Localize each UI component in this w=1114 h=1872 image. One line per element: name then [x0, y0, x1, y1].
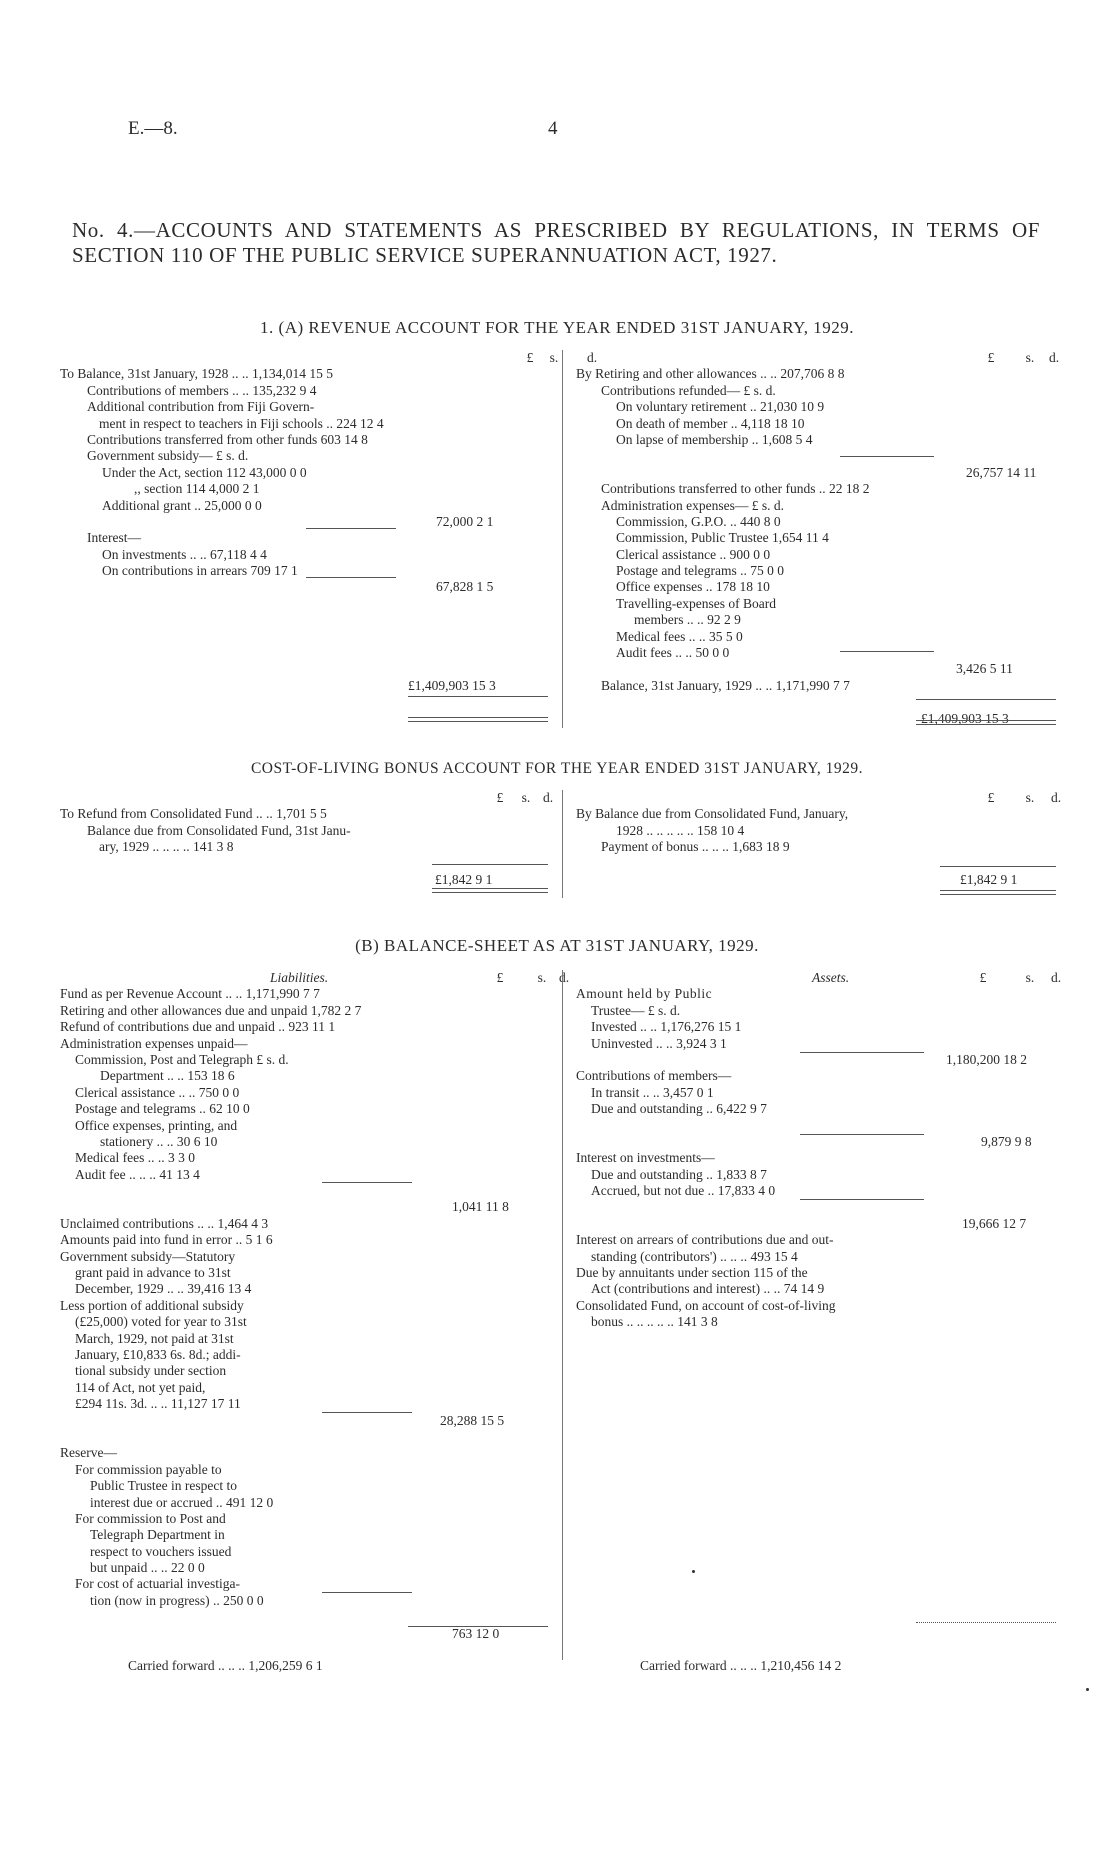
ledger-line: For commission payable to [75, 1461, 222, 1477]
ledger-line: grant paid in advance to 31st [75, 1265, 231, 1281]
ledger-line: Audit fees .. .. 50 0 0 [616, 645, 730, 661]
ledger-line: Commission, Public Trustee 1,654 11 4 [616, 530, 829, 546]
ledger-line: ,, section 114 4,000 2 1 [134, 481, 260, 497]
ledger-line: Balance due from Consolidated Fund, 31st Janu- [87, 822, 351, 838]
column-headers: £ s. d. [987, 790, 1062, 805]
column-headers: £ s. d. [496, 790, 554, 805]
ledger-line: Audit fee .. .. .. 41 13 4 [75, 1166, 200, 1182]
ledger-line: 28,288 15 5 [440, 1412, 505, 1428]
ledger-line: Interest— [87, 530, 141, 546]
ledger-line: Act (contributions and interest) .. .. 74 14 9 [591, 1281, 825, 1297]
print-speck [1086, 1688, 1089, 1691]
subtotal-rule [322, 1592, 412, 1593]
ledger-carried-forward: Carried forward .. .. .. 1,210,456 14 2 [640, 1658, 842, 1674]
assets-heading-row: Assets. £ s. d. [812, 970, 1062, 985]
ledger-line: Due and outstanding .. 6,422 9 7 [591, 1101, 767, 1117]
revenue-account-title: 1. (A) REVENUE ACCOUNT FOR THE YEAR ENDED 31ST JANUARY, 1929. [260, 318, 854, 337]
ledger-line: January, £10,833 6s. 8d.; addi- [75, 1346, 241, 1362]
print-speck [692, 1570, 695, 1573]
ledger-line: Travelling-expenses of Board [616, 595, 776, 611]
ledger-line: Government subsidy— £ s. d. [87, 448, 249, 464]
ledger-line: interest due or accrued .. 491 12 0 [90, 1494, 274, 1510]
ledger-line: ary, 1929 .. .. .. .. 141 3 8 [99, 839, 234, 855]
ledger-line: tion (now in progress) .. 250 0 0 [90, 1592, 264, 1608]
ledger-line: For commission to Post and [75, 1510, 226, 1526]
bonus-account-title: COST-OF-LIVING BONUS ACCOUNT FOR THE YEAR ENDED 31ST JANUARY, 1929. [250, 760, 864, 777]
total-double-rule [432, 888, 548, 893]
ledger-line: To Refund from Consolidated Fund .. .. 1,701 5 5 [60, 806, 327, 822]
ledger-line: Interest on investments— [576, 1150, 715, 1166]
bonus-credit-side [576, 790, 1076, 888]
ledger-line: 72,000 2 1 [436, 513, 494, 529]
ledger-line: 67,828 1 5 [436, 579, 494, 595]
ledger-line: For cost of actuarial investiga- [75, 1576, 240, 1592]
ledger-line: 114 of Act, not yet paid, [75, 1379, 206, 1395]
pounds-header: £ [526, 350, 534, 365]
ledger-line: Additional grant .. 25,000 0 0 [102, 497, 262, 513]
ledger-line: Refund of contributions due and unpaid .. 923 11 1 [60, 1019, 336, 1035]
ledger-line: Reserve— [60, 1445, 117, 1461]
ledger-line: Fund as per Revenue Account .. .. 1,171,990 7 7 [60, 986, 320, 1002]
ledger-line: Amount held by Public [576, 986, 713, 1002]
shillings-header: s. [549, 350, 559, 365]
total-rule [432, 864, 548, 865]
total-double-rule [916, 720, 1056, 725]
ledger-line: tional subsidy under section [75, 1363, 227, 1379]
total-rule [940, 866, 1056, 867]
ledger-line: (£25,000) voted for year to 31st [75, 1314, 247, 1330]
pence-header: d. [586, 350, 598, 365]
column-headers: £ s. d. [987, 350, 1060, 365]
ledger-line: Due and outstanding .. 1,833 8 7 [591, 1166, 767, 1182]
ledger-line: but unpaid .. .. 22 0 0 [90, 1560, 205, 1576]
ledger-line: Postage and telegrams .. 62 10 0 [75, 1101, 250, 1117]
ledger-line: Unclaimed contributions .. .. 1,464 4 3 [60, 1215, 269, 1231]
ledger-line: In transit .. .. 3,457 0 1 [591, 1084, 714, 1100]
subtotal-rule [322, 1182, 412, 1183]
ledger-line: Interest on arrears of contributions due and out- [576, 1232, 834, 1248]
ledger-line: Amounts paid into fund in error .. 5 1 6 [60, 1232, 273, 1248]
ledger-line: Contributions refunded— £ s. d. [601, 382, 776, 398]
ledger-line: By Retiring and other allowances .. .. 207,706 8 8 [576, 366, 845, 382]
revenue-expenditure-side [576, 350, 1076, 727]
ledger-line: December, 1929 .. .. 39,416 13 4 [75, 1281, 252, 1297]
liabilities-heading: Liabilities. [270, 970, 329, 985]
ledger-line: On voluntary retirement .. 21,030 10 9 [616, 399, 825, 415]
ledger-total: £1,409,903 15 3 [408, 677, 496, 693]
revenue-income-side [60, 350, 598, 694]
ledger-line: Office expenses, printing, and [75, 1117, 238, 1133]
ledger-line: Balance, 31st January, 1929 .. .. 1,171,990 7 7 [601, 677, 850, 693]
ledger-total: £1,842 9 1 [960, 871, 1018, 887]
ledger-line: 763 12 0 [452, 1625, 500, 1641]
column-divider [562, 790, 563, 898]
ledger-line: ment in respect to teachers in Fiji schools .. 224 12 4 [99, 415, 384, 431]
ledger-line: Medical fees .. .. 35 5 0 [616, 628, 743, 644]
ledger-line: Due by annuitants under section 115 of the [576, 1265, 808, 1281]
page-title: No. 4.—ACCOUNTS AND STATEMENTS AS PRESCRIBED BY REGULATIONS, IN TERMS OF SECTION 110 OF THE PUBLIC SERVICE SUPERANNUATION ACT, 1927. [72, 218, 1040, 267]
liabilities-side [60, 970, 570, 1675]
assets-side [576, 970, 1076, 1675]
total-rule [408, 696, 548, 697]
subtotal-rule [306, 577, 396, 578]
subtotal-rule [306, 528, 396, 529]
ledger-line: On investments .. .. 67,118 4 4 [102, 546, 267, 562]
subtotal-rule [800, 1199, 924, 1200]
subtotal-rule [840, 456, 934, 457]
subtotal-rule [800, 1134, 924, 1135]
column-headers [60, 350, 598, 366]
ledger-line: stationery .. .. 30 6 10 [100, 1133, 218, 1149]
ledger-line: 1,180,200 18 2 [946, 1051, 1027, 1067]
ledger-total: £1,409,903 15 3 [921, 710, 1009, 726]
ledger-line: 1928 .. .. .. .. .. 158 10 4 [616, 822, 745, 838]
ledger-line: Commission, Post and Telegraph £ s. d. [75, 1051, 289, 1067]
ledger-line: Payment of bonus .. .. .. 1,683 18 9 [601, 839, 790, 855]
ledger-line: standing (contributors') .. .. .. 493 15 4 [591, 1248, 798, 1264]
page-number: 4 [548, 118, 558, 139]
ledger-line: Contributions of members— [576, 1068, 732, 1084]
ledger-line: Contributions transferred to other funds .. 22 18 2 [601, 481, 870, 497]
ledger-line: Administration expenses— £ s. d. [601, 497, 784, 513]
liabilities-heading-row: Liabilities. £ s. d. [270, 970, 570, 985]
ledger-line: respect to vouchers issued [90, 1543, 232, 1559]
ledger-line: Contributions transferred from other funds 603 14 8 [87, 431, 368, 447]
ledger-line: Less portion of additional subsidy [60, 1297, 244, 1313]
ledger-line: On contributions in arrears 709 17 1 [102, 563, 298, 579]
ledger-line: Under the Act, section 112 43,000 0 0 [102, 464, 307, 480]
subtotal-rule [840, 651, 934, 652]
ledger-line: March, 1929, not paid at 31st [75, 1330, 234, 1346]
ledger-line: bonus .. .. .. .. .. 141 3 8 [591, 1314, 718, 1330]
total-rule [916, 1622, 1056, 1623]
ledger-line: Public Trustee in respect to [90, 1478, 237, 1494]
ledger-carried-forward: Carried forward .. .. .. 1,206,259 6 1 [128, 1658, 323, 1674]
ledger-line: 9,879 9 8 [981, 1133, 1032, 1149]
column-divider [562, 970, 563, 1660]
report-reference: E.—8. [128, 118, 178, 139]
total-rule [916, 699, 1056, 700]
ledger-line: 3,426 5 11 [956, 661, 1013, 677]
bonus-debit-side [60, 790, 560, 888]
ledger-line: Contributions of members .. .. 135,232 9 4 [87, 382, 317, 398]
ledger-line: Government subsidy—Statutory [60, 1248, 236, 1264]
balance-sheet-title: (B) BALANCE-SHEET AS AT 31ST JANUARY, 1929. [355, 936, 759, 955]
column-divider [562, 350, 563, 728]
ledger-line: Invested .. .. 1,176,276 15 1 [591, 1019, 742, 1035]
assets-heading: Assets. [812, 970, 850, 985]
subtotal-rule [800, 1052, 924, 1053]
ledger-line: Clerical assistance .. .. 750 0 0 [75, 1084, 240, 1100]
ledger-line: Trustee— £ s. d. [591, 1002, 681, 1018]
ledger-total: £1,842 9 1 [435, 871, 493, 887]
total-rule [408, 1626, 548, 1627]
total-double-rule [940, 890, 1056, 895]
ledger-line: £294 11s. 3d. .. .. 11,127 17 11 [75, 1396, 241, 1412]
ledger-line: 26,757 14 11 [966, 464, 1037, 480]
subtotal-rule [322, 1412, 412, 1413]
ledger-line: Consolidated Fund, on account of cost-of-living [576, 1297, 836, 1313]
ledger-line: By Balance due from Consolidated Fund, January, [576, 806, 849, 822]
ledger-line: Uninvested .. .. 3,924 3 1 [591, 1035, 727, 1051]
ledger-line: Clerical assistance .. 900 0 0 [616, 546, 771, 562]
ledger-line: On death of member .. 4,118 18 10 [616, 415, 805, 431]
ledger-line: On lapse of membership .. 1,608 5 4 [616, 431, 813, 447]
ledger-line: Department .. .. 153 18 6 [100, 1068, 235, 1084]
ledger-line: Additional contribution from Fiji Govern- [87, 399, 315, 415]
ledger-line: Administration expenses unpaid— [60, 1035, 248, 1051]
ledger-line: Postage and telegrams .. 75 0 0 [616, 563, 784, 579]
ledger-line: Medical fees .. .. 3 3 0 [75, 1150, 195, 1166]
ledger-line: Office expenses .. 178 18 10 [616, 579, 770, 595]
ledger-line: Accrued, but not due .. 17,833 4 0 [591, 1183, 776, 1199]
ledger-line: 1,041 11 8 [452, 1199, 509, 1215]
ledger-line: Telegraph Department in [90, 1527, 225, 1543]
ledger-line: Retiring and other allowances due and unpaid 1,782 2 7 [60, 1002, 362, 1018]
ledger-line: To Balance, 31st January, 1928 .. .. 1,134,014 15 5 [60, 366, 334, 382]
ledger-line: 19,666 12 7 [962, 1215, 1027, 1231]
ledger-line: members .. .. 92 2 9 [634, 612, 741, 628]
total-double-rule [408, 717, 548, 722]
ledger-line: Commission, G.P.O. .. 440 8 0 [616, 513, 781, 529]
